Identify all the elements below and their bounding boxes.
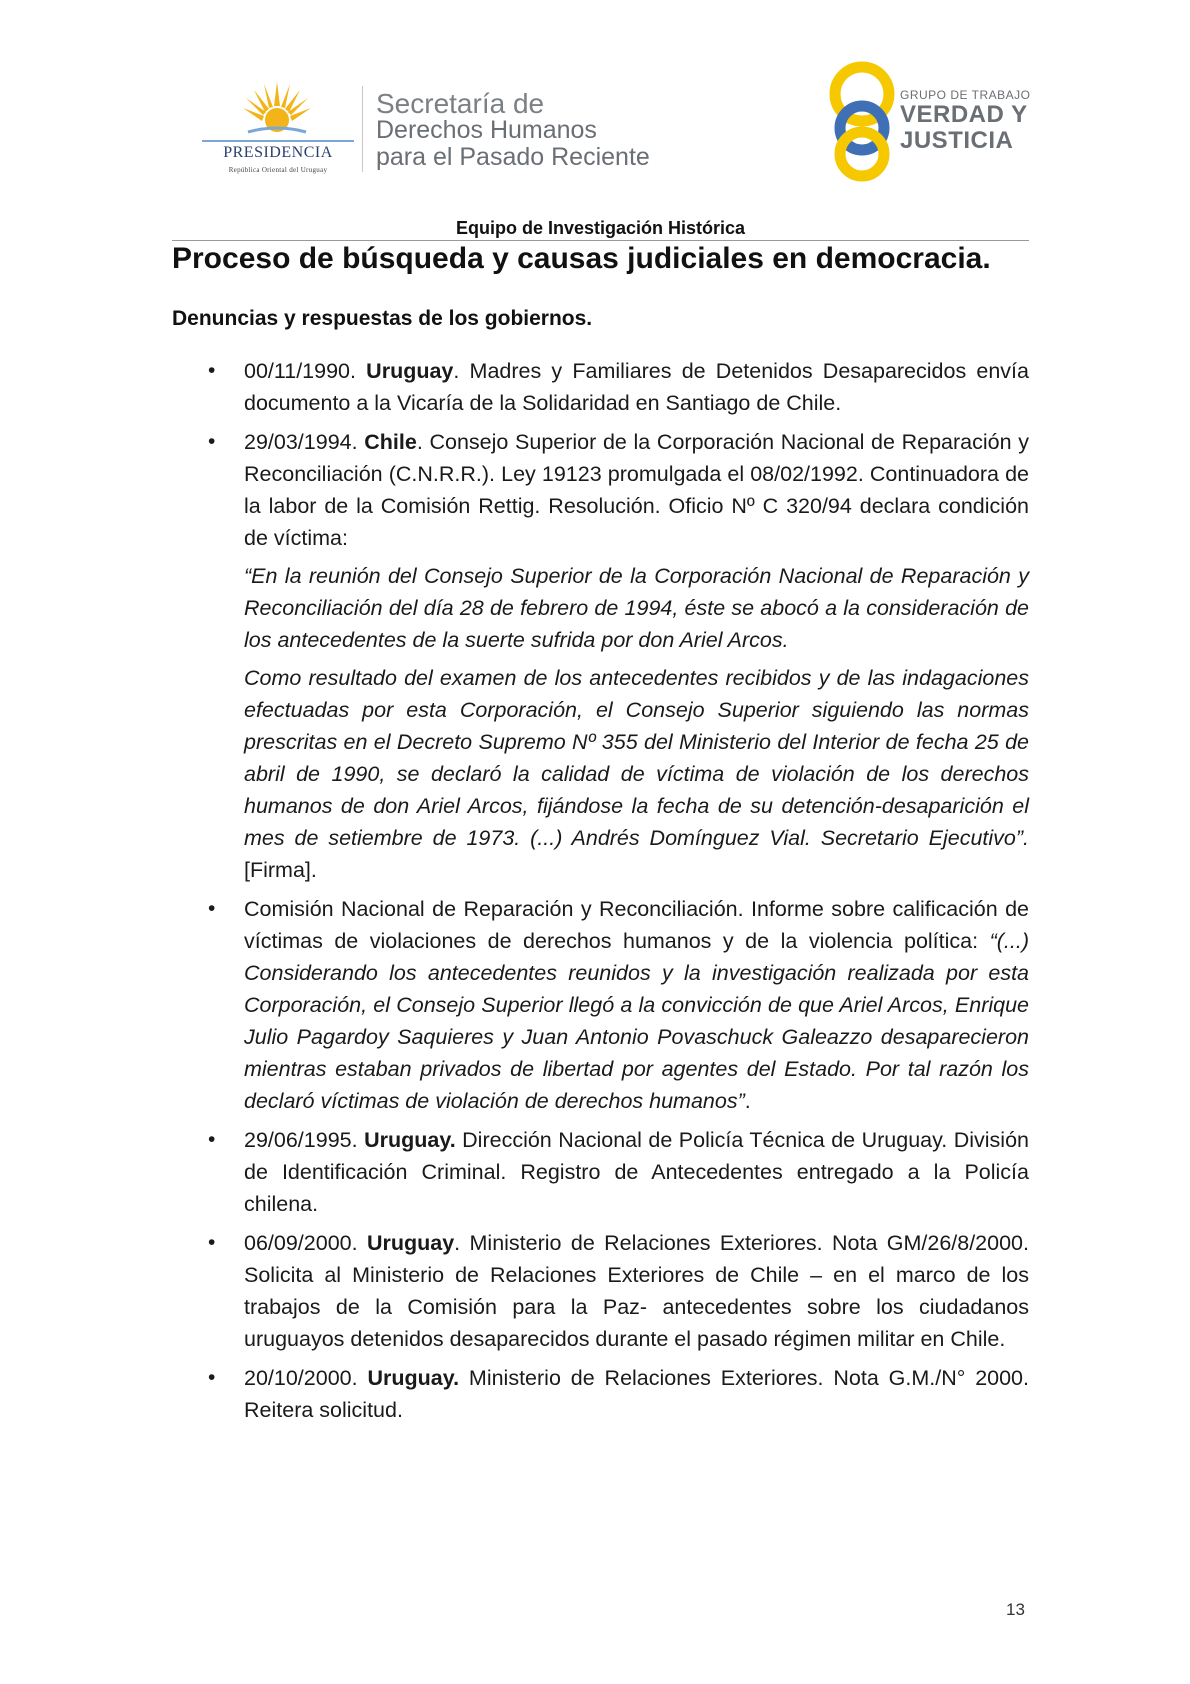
item-country: Uruguay. xyxy=(364,1128,456,1152)
secretaria-line-3: para el Pasado Reciente xyxy=(376,143,650,171)
item-text: . Ministerio de Relaciones Exteriores. Nota GM/26/8/2000. Solicita al Ministerio de Relaciones Exteriores de Chile – en el marco de los trabajos de la Comisión para la Paz- antecedentes sobre los ciudadanos uruguayos detenidos desaparecidos durante el pasado régimen militar en Chile. xyxy=(244,1231,1029,1351)
presidencia-name: PRESIDENCIA xyxy=(223,144,333,161)
presidencia-rule xyxy=(202,140,354,142)
section-title: Proceso de búsqueda y causas judiciales en democracia. xyxy=(172,242,991,275)
item-date: 29/03/1994. xyxy=(244,430,365,454)
item-text: . Consejo Superior de la Corporación Nacional de Reparación y Reconciliación (C.N.R.R.). Ley 19123 promulgada el 08/02/1992. Continuadora de la labor de la Comisión Rettig. Resolución. Oficio Nº C 320/94 declara condición de víctima: xyxy=(244,430,1029,550)
item-date: 29/06/1995. xyxy=(244,1128,365,1152)
document-body xyxy=(172,240,1029,1433)
list-item xyxy=(172,1362,1029,1426)
section-subtitle: Denuncias y respuestas de los gobiernos. xyxy=(172,307,593,330)
header-divider xyxy=(362,86,363,172)
item-text: . Madres y Familiares de Detenidos Desaparecidos envía documento a la Vicaría de la Solidaridad en Santiago de Chile. xyxy=(244,359,1029,415)
linked-rings-icon xyxy=(822,58,902,182)
item-country: Uruguay xyxy=(366,359,454,383)
item-date: 20/10/2000. xyxy=(244,1366,368,1390)
grupo-trabajo-logo xyxy=(822,58,1032,182)
item-text: Comisión Nacional de Reparación y Reconciliación. Informe sobre calificación de víctimas de violaciones de derechos humanos y de la violencia política: xyxy=(244,897,1029,953)
list-item xyxy=(172,426,1029,886)
bullet-icon: • xyxy=(208,1128,216,1151)
item-text: Ministerio de Relaciones Exteriores. Nota G.M./N° 2000. Reitera solicitud. xyxy=(244,1366,1029,1422)
chronology-list xyxy=(172,355,1029,1426)
item-quote: “(...) Considerando los antecedentes reunidos y la investigación realizada por esta Corporación, el Consejo Superior llegó a la convicción de que Ariel Arcos, Enrique Julio Pagardoy Saquieres y Juan Antonio Povaschuck Galeazzo desaparecieron mientras estaban privados de libertad por agentes del Estado. Por tal razón los declaró víctimas de violación de derechos humanos” xyxy=(244,929,1029,1113)
item-date: 00/11/1990. xyxy=(244,359,367,383)
secretaria-line-1: Secretaría de xyxy=(376,88,545,119)
presidencia-logo xyxy=(198,80,358,180)
item-quote-continued xyxy=(244,662,1029,886)
secretaria-line-2: Derechos Humanos xyxy=(376,116,597,144)
secretaria-logo-text xyxy=(376,90,650,171)
page-header xyxy=(0,0,1190,200)
running-header: Equipo de Investigación Histórica xyxy=(455,218,746,238)
list-item xyxy=(172,1124,1029,1220)
bullet-icon: • xyxy=(208,1366,216,1389)
list-item xyxy=(172,1227,1029,1355)
item-text: Dirección Nacional de Policía Técnica de Uruguay. División de Identificación Criminal. Registro de Antecedentes entregado a la Policía chilena. xyxy=(244,1128,1029,1216)
page-number: 13 xyxy=(1006,1600,1025,1619)
bullet-icon: • xyxy=(208,359,216,382)
item-end: . xyxy=(744,1089,751,1113)
item-country: Chile xyxy=(364,430,417,454)
list-item xyxy=(172,355,1029,419)
grupo-trabajo-line-1: VERDAD Y xyxy=(900,101,1028,128)
bullet-icon: • xyxy=(208,430,216,453)
grupo-trabajo-text xyxy=(900,88,1030,154)
bullet-icon: • xyxy=(208,897,216,920)
item-quote-text: Como resultado del examen de los antecedentes recibidos y de las indagaciones efectuadas por esta Corporación, el Consejo Superior siguiendo las normas prescritas en el Decreto Supremo Nº 355 del Ministerio del Interior de fecha 25 de abril de 1990, se declaró la calidad de víctima de violación de los derechos humanos de don Ariel Arcos, fijándose la fecha de su detención-desaparición el mes de setiembre de 1973. (...) Andrés Domínguez Vial. Secretario Ejecutivo”. xyxy=(244,666,1029,850)
grupo-trabajo-line-2: JUSTICIA xyxy=(900,127,1014,154)
item-country: Uruguay. xyxy=(367,1366,460,1390)
bullet-icon: • xyxy=(208,1231,216,1254)
item-date: 06/09/2000. xyxy=(244,1231,367,1255)
item-country: Uruguay xyxy=(366,1231,455,1255)
presidencia-subtitle: República Oriental del Uruguay xyxy=(228,166,328,174)
item-signature-note: [Firma]. xyxy=(244,858,317,882)
item-quote: “En la reunión del Consejo Superior de la Corporación Nacional de Reparación y Reconciliación del día 28 de febrero de 1994, éste se abocó a la consideración de los antecedentes de la suerte sufrida por don Ariel Arcos. xyxy=(244,564,1029,652)
grupo-trabajo-small: GRUPO DE TRABAJO xyxy=(900,88,1031,102)
list-item xyxy=(172,893,1029,1117)
